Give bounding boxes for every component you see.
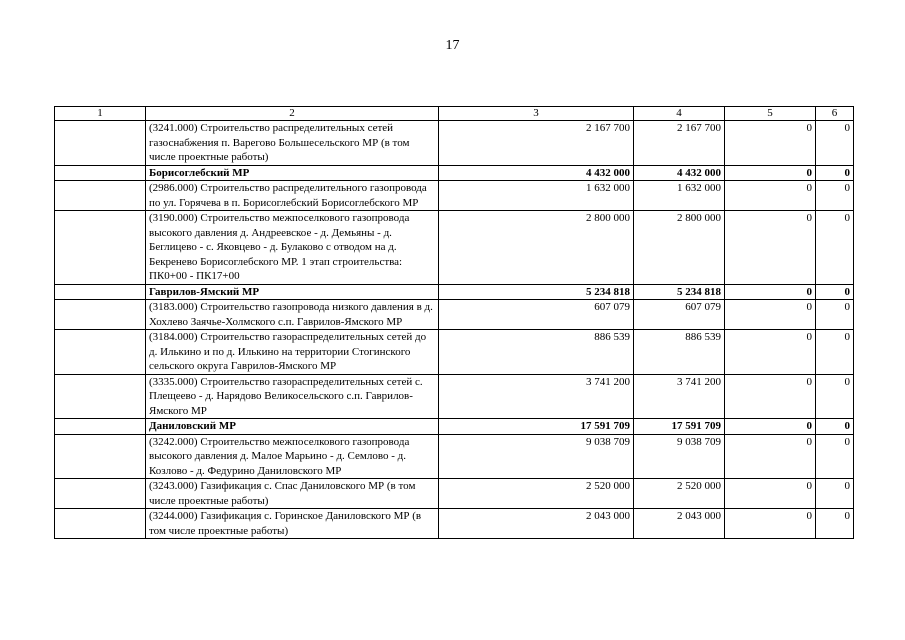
column-header-3: 3 — [439, 107, 634, 121]
cell-amount-5: 0 — [725, 211, 816, 285]
cell-description: (3184.000) Строительство газораспределительных сетей до д. Илькино и по д. Илькино на территории Стогинского сельского округа Гаврилов-Ямского МР — [146, 330, 439, 375]
page-number: 17 — [445, 38, 460, 53]
cell-amount-6: 0 — [816, 419, 854, 435]
cell-description: (3190.000) Строительство межпоселкового газопровода высокого давления д. Андреевское - д. Демьяны - д. Беглицево - с. Яковцево - д. Булаково с отводом на д. Бекренево Борисоглебского МР. 1 этап строительства: ПК0+00 - ПК17+00 — [146, 211, 439, 285]
cell-amount-3: 607 079 — [439, 300, 634, 330]
cell-number — [55, 300, 146, 330]
cell-amount-3: 3 741 200 — [439, 374, 634, 419]
cell-number — [55, 121, 146, 166]
cell-amount-3: 1 632 000 — [439, 181, 634, 211]
cell-amount-6: 0 — [816, 211, 854, 285]
cell-description: (2986.000) Строительство распределительного газопровода по ул. Горячева в п. Борисоглебский Борисоглебского МР — [146, 181, 439, 211]
cell-amount-5: 0 — [725, 374, 816, 419]
cell-number — [55, 419, 146, 435]
cell-amount-3: 9 038 709 — [439, 434, 634, 479]
cell-amount-6: 0 — [816, 165, 854, 181]
cell-amount-3: 886 539 — [439, 330, 634, 375]
cell-amount-5: 0 — [725, 300, 816, 330]
table-row — [55, 300, 854, 330]
cell-description: (3183.000) Строительство газопровода низкого давления в д. Хохлево Заячье-Холмского с.п. Гаврилов-Ямского МР — [146, 300, 439, 330]
cell-amount-5: 0 — [725, 479, 816, 509]
table-row — [55, 121, 854, 166]
cell-amount-6: 0 — [816, 434, 854, 479]
cell-description: (3242.000) Строительство межпоселкового газопровода высокого давления д. Малое Марьино - д. Семлово - д. Козлово - д. Федурино Даниловского МР — [146, 434, 439, 479]
cell-amount-6: 0 — [816, 121, 854, 166]
cell-number — [55, 479, 146, 509]
group-total-row — [55, 284, 854, 300]
cell-amount-3: 17 591 709 — [439, 419, 634, 435]
cell-amount-3: 2 043 000 — [439, 509, 634, 539]
cell-amount-4: 886 539 — [634, 330, 725, 375]
cell-amount-5: 0 — [725, 434, 816, 479]
table-row — [55, 374, 854, 419]
cell-amount-5: 0 — [725, 181, 816, 211]
cell-number — [55, 434, 146, 479]
cell-number — [55, 211, 146, 285]
cell-description: Гаврилов-Ямский МР — [146, 284, 439, 300]
cell-description: (3243.000) Газификация с. Спас Даниловского МР (в том числе проектные работы) — [146, 479, 439, 509]
cell-amount-4: 1 632 000 — [634, 181, 725, 211]
table-row — [55, 479, 854, 509]
cell-amount-6: 0 — [816, 300, 854, 330]
cell-number — [55, 330, 146, 375]
cell-amount-4: 607 079 — [634, 300, 725, 330]
column-header-2: 2 — [146, 107, 439, 121]
cell-description: (3335.000) Строительство газораспределительных сетей с. Плещеево - д. Нарядово Великосельского с.п. Гаврилов-Ямского МР — [146, 374, 439, 419]
table-header-row — [55, 107, 854, 121]
table-row — [55, 330, 854, 375]
group-total-row — [55, 165, 854, 181]
cell-amount-3: 4 432 000 — [439, 165, 634, 181]
cell-amount-5: 0 — [725, 419, 816, 435]
cell-amount-4: 4 432 000 — [634, 165, 725, 181]
column-header-1: 1 — [55, 107, 146, 121]
cell-number — [55, 181, 146, 211]
table-row — [55, 509, 854, 539]
cell-number — [55, 374, 146, 419]
cell-amount-4: 9 038 709 — [634, 434, 725, 479]
cell-amount-4: 2 043 000 — [634, 509, 725, 539]
cell-amount-5: 0 — [725, 284, 816, 300]
cell-amount-4: 2 800 000 — [634, 211, 725, 285]
cell-amount-5: 0 — [725, 165, 816, 181]
cell-description: Борисоглебский МР — [146, 165, 439, 181]
cell-amount-6: 0 — [816, 181, 854, 211]
cell-amount-5: 0 — [725, 121, 816, 166]
table-row — [55, 211, 854, 285]
table-body — [55, 121, 854, 539]
cell-number — [55, 165, 146, 181]
column-header-4: 4 — [634, 107, 725, 121]
cell-amount-5: 0 — [725, 330, 816, 375]
cell-amount-4: 5 234 818 — [634, 284, 725, 300]
table-row — [55, 181, 854, 211]
budget-table — [54, 106, 854, 539]
cell-amount-4: 17 591 709 — [634, 419, 725, 435]
cell-amount-6: 0 — [816, 284, 854, 300]
cell-amount-6: 0 — [816, 509, 854, 539]
cell-amount-3: 5 234 818 — [439, 284, 634, 300]
cell-amount-6: 0 — [816, 479, 854, 509]
cell-amount-6: 0 — [816, 374, 854, 419]
cell-description: Даниловский МР — [146, 419, 439, 435]
cell-amount-4: 3 741 200 — [634, 374, 725, 419]
group-total-row — [55, 419, 854, 435]
cell-amount-5: 0 — [725, 509, 816, 539]
table-row — [55, 434, 854, 479]
cell-amount-6: 0 — [816, 330, 854, 375]
column-header-5: 5 — [725, 107, 816, 121]
cell-amount-4: 2 520 000 — [634, 479, 725, 509]
cell-number — [55, 284, 146, 300]
cell-amount-3: 2 800 000 — [439, 211, 634, 285]
column-header-6: 6 — [816, 107, 854, 121]
cell-amount-3: 2 167 700 — [439, 121, 634, 166]
cell-amount-3: 2 520 000 — [439, 479, 634, 509]
cell-amount-4: 2 167 700 — [634, 121, 725, 166]
cell-description: (3241.000) Строительство распределительных сетей газоснабжения п. Варегово Большесельского МР (в том числе проектные работы) — [146, 121, 439, 166]
cell-number — [55, 509, 146, 539]
cell-description: (3244.000) Газификация с. Горинское Даниловского МР (в том числе проектные работы) — [146, 509, 439, 539]
